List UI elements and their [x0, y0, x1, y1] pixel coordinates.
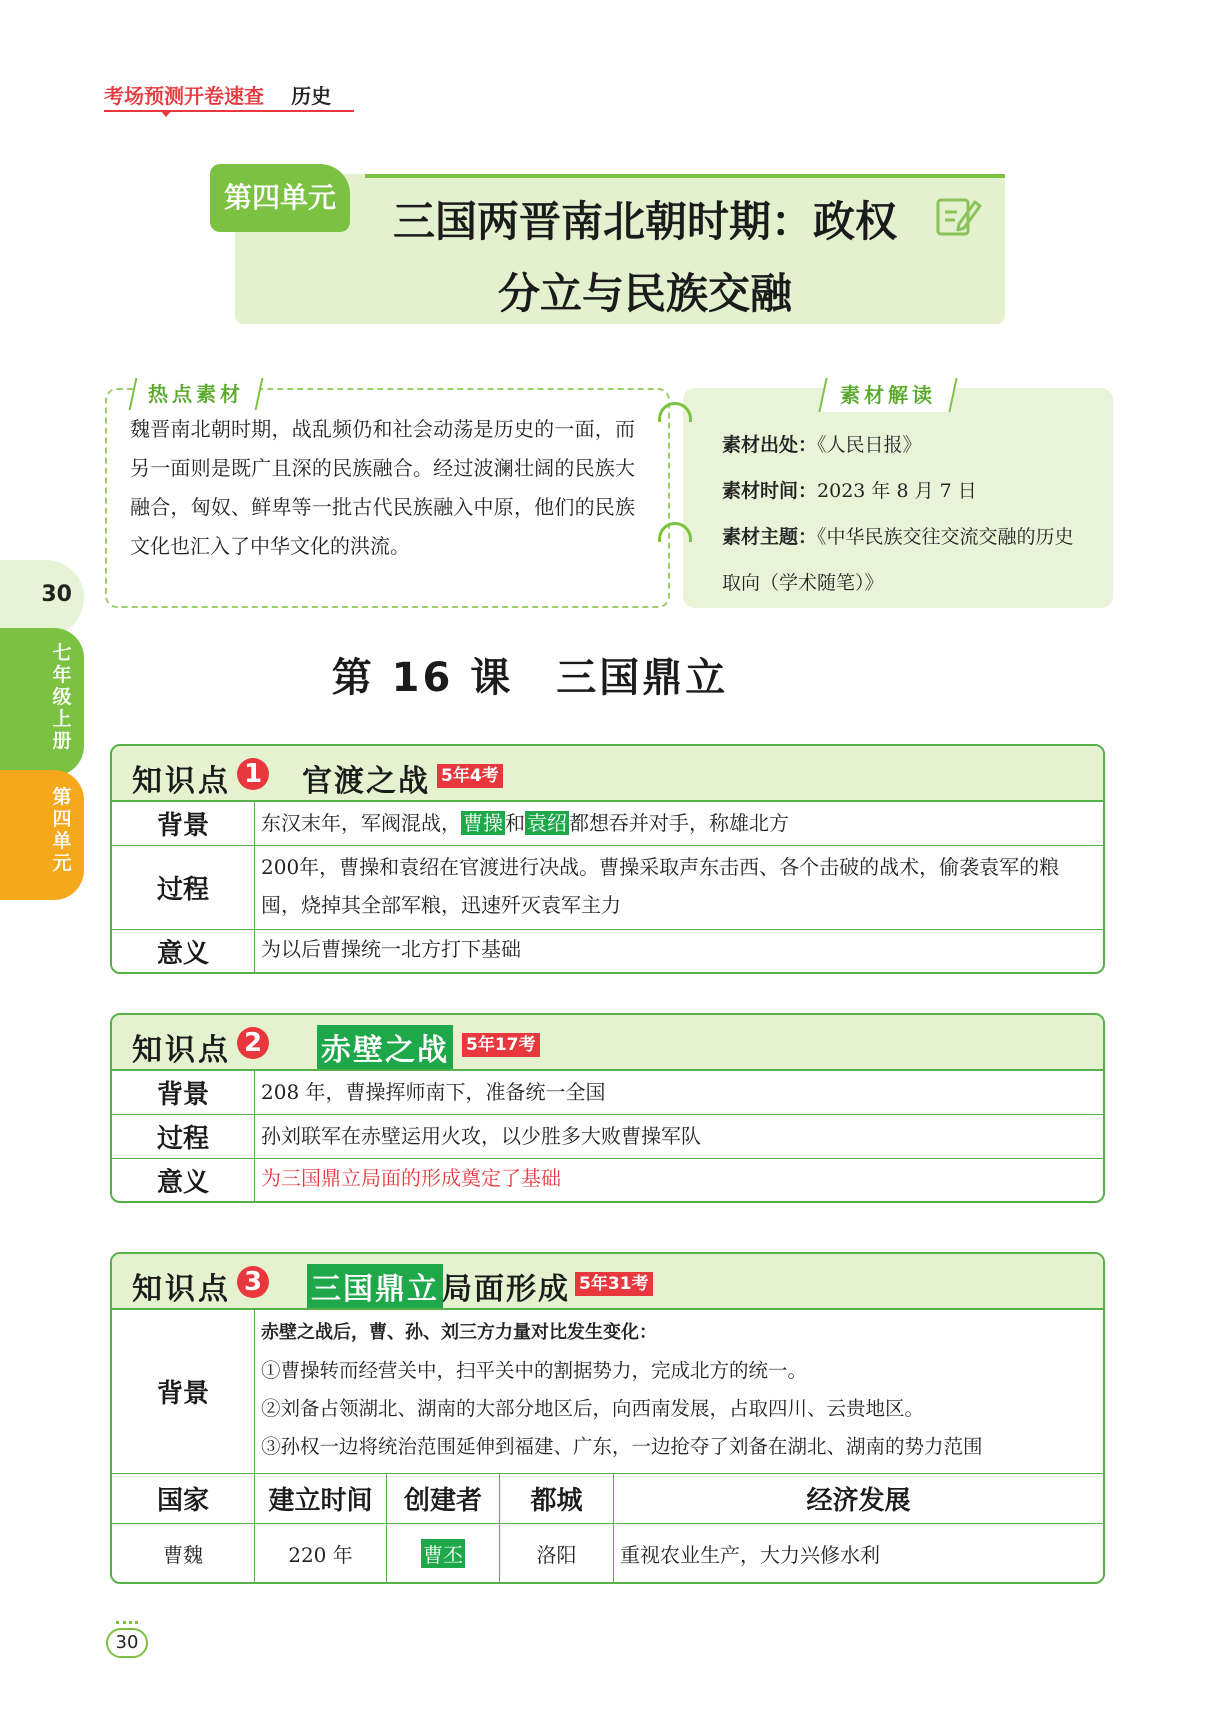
row-key: 意义: [112, 930, 255, 972]
bg-line: ③孙权一边将统治范围延伸到福建、广东，一边抢夺了刘备在湖北、湖南的势力范围: [261, 1435, 983, 1458]
kp-title: 局面形成: [442, 1272, 570, 1307]
material-theme: 素材主题：《中华民族交往交流交融的历史取向（学术随笔）》: [722, 526, 1074, 594]
kp-title-highlight: 三国鼎立: [307, 1264, 443, 1308]
table-row: [112, 1524, 1103, 1582]
table-header-cell: 经济发展: [806, 1486, 911, 1516]
row-key: 背景: [112, 1310, 255, 1473]
row-key: 意义: [112, 1159, 255, 1201]
edit-note-icon: [935, 192, 983, 238]
table-cell-capital: 洛阳: [500, 1524, 614, 1582]
kp-row-process: [112, 846, 1103, 930]
knowledge-card-1: [110, 744, 1105, 974]
side-unit-text: 第四单元: [52, 786, 72, 874]
page-number: 30: [106, 1628, 148, 1658]
material-reading-label: 素材解读: [818, 378, 957, 412]
side-grade-text: 七年级上册: [52, 642, 72, 752]
row-value: 孙刘联军在赤壁运用火攻，以少胜多大败曹操军队: [261, 1124, 701, 1148]
table-header-cell: 创建者: [387, 1474, 500, 1523]
kp-title: 官渡之战: [302, 764, 430, 799]
row-key: 背景: [112, 802, 255, 845]
table-cell-founder: 曹丕: [387, 1524, 500, 1582]
unit-tag: 第四单元: [210, 164, 350, 232]
row-key: 背景: [112, 1071, 255, 1114]
unit-banner-topline: [365, 174, 1005, 178]
bg-line: 赤壁之战后，曹、孙、刘三方力量对比发生变化：: [261, 1322, 657, 1343]
side-page-tab: 30: [0, 560, 84, 636]
knowledge-card-3: [110, 1252, 1105, 1584]
kp-number-badge: 2: [237, 1027, 269, 1059]
row-value: 为三国鼎立局面的形成奠定了基础: [261, 1166, 561, 1190]
unit-title: [365, 186, 925, 330]
knowledge-card-header: [112, 1254, 1103, 1310]
hot-material-label: 热点素材: [129, 378, 264, 410]
knowledge-card-header: [112, 746, 1103, 802]
series-title: 考场预测开卷速查: [104, 84, 264, 108]
kp-label: 知识点: [132, 764, 231, 799]
kp-row-significance: [112, 1159, 1103, 1201]
row-value: 东汉末年，军阀混战， 曹操 和 袁绍 都想吞并对手，称雄北方: [261, 811, 789, 835]
side-unit-tab: [0, 770, 84, 900]
material-reading-lines: [722, 422, 1092, 606]
lesson-title: 第 16 课 三国鼎立: [331, 655, 729, 701]
kp-label: 知识点: [132, 1033, 231, 1068]
material-time: 素材时间：2023 年 8 月 7 日: [722, 480, 977, 502]
row-key: 过程: [112, 1115, 255, 1158]
kp-number-badge: 3: [237, 1266, 269, 1298]
header-notch: [160, 110, 172, 118]
exam-frequency-badge: 5年4考: [437, 764, 503, 788]
kp-row-significance: [112, 930, 1103, 972]
table-cell-country: 曹魏: [112, 1524, 255, 1582]
exam-frequency-badge: 5年31考: [575, 1272, 653, 1296]
row-value: 为以后曹操统一北方打下基础: [261, 937, 521, 961]
page-number-dots: [116, 1621, 138, 1625]
book-header: [104, 80, 331, 109]
row-value: [255, 1310, 1103, 1473]
kp-row-background: [112, 1071, 1103, 1115]
row-value: 208 年，曹操挥师南下，准备统一全国: [261, 1080, 606, 1104]
kp-row-background: [112, 1310, 1103, 1474]
table-header-cell: 国家: [112, 1474, 255, 1523]
table-cell-economy: 重视农业生产，大力兴修水利: [620, 1542, 880, 1567]
kp-label: 知识点: [132, 1272, 231, 1307]
bg-line: ①曹操转而经营关中，扫平关中的割据势力，完成北方的统一。: [261, 1359, 808, 1382]
subject-title: 历史: [291, 84, 332, 108]
row-value: 200年，曹操和袁绍在官渡进行决战。曹操采取声东击西、各个击破的战术，偷袭袁军的粮囤，烧掉其全部军粮，迅速歼灭袁军主力: [261, 855, 1060, 917]
kp-title: 赤壁之战: [317, 1025, 453, 1069]
kp-row-background: [112, 802, 1103, 846]
bg-line: ②刘备占领湖北、湖南的大部分地区后，向西南发展，占取四川、云贵地区。: [261, 1397, 925, 1420]
table-cell-time: 220 年: [255, 1524, 387, 1582]
material-source: 素材出处：《人民日报》: [722, 434, 922, 456]
unit-title-line2: 分立与民族交融: [497, 269, 792, 318]
header-underline: [104, 110, 354, 112]
hot-material-text: 魏晋南北朝时期，战乱频仍和社会动荡是历史的一面，而另一面则是既广且深的民族融合。经过波澜壮阔的民族大融合，匈奴、鲜卑等一批古代民族融入中原，他们的民族文化也汇入了中华文化的洪流。: [130, 417, 635, 558]
knowledge-card-2: [110, 1013, 1105, 1203]
table-header-cell: 都城: [500, 1474, 614, 1523]
unit-title-line1: 三国两晋南北朝时期：政权: [392, 197, 897, 246]
table-header-cell: 建立时间: [255, 1474, 387, 1523]
knowledge-card-header: [112, 1015, 1103, 1071]
kingdom-table-header: [112, 1474, 1103, 1524]
kp-number-badge: 1: [237, 758, 269, 790]
kp-row-process: [112, 1115, 1103, 1159]
row-key: 过程: [112, 846, 255, 929]
exam-frequency-badge: 5年17考: [462, 1033, 540, 1057]
